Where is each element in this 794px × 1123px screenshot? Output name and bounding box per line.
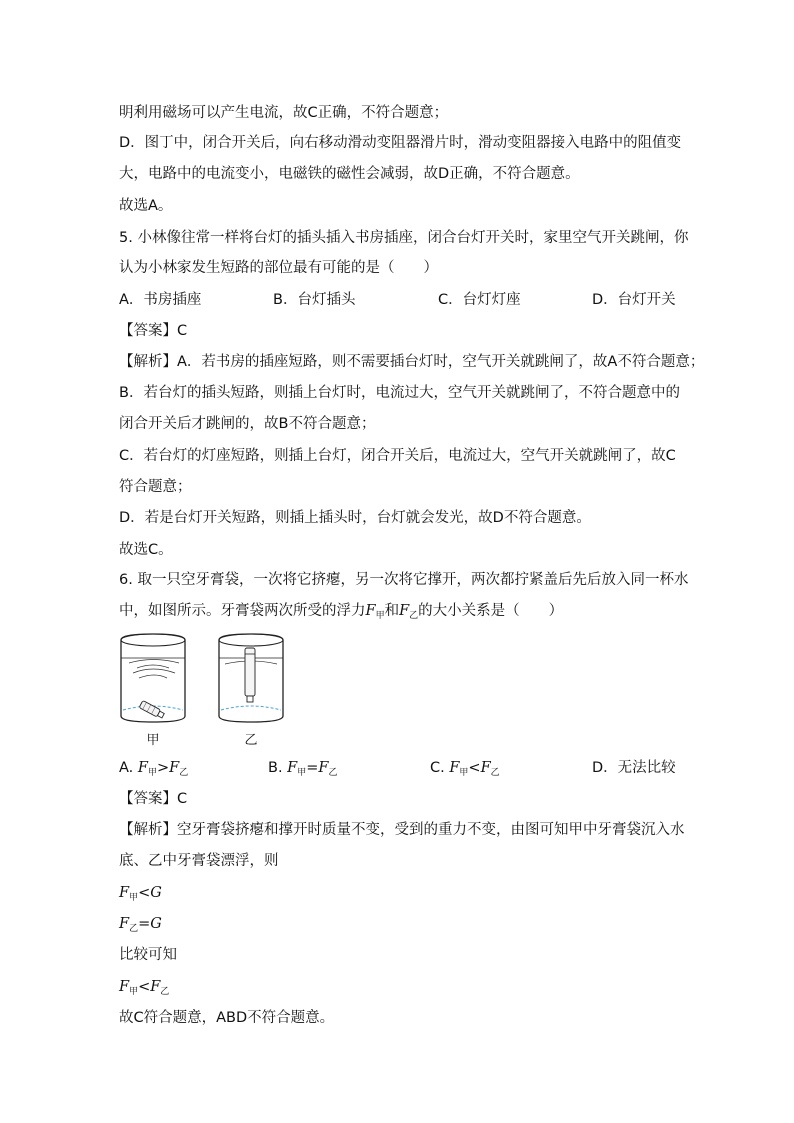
gravity-symbol: G xyxy=(150,885,162,901)
subscript: 乙 xyxy=(409,611,419,621)
operator: > xyxy=(156,760,170,776)
force-symbol: F xyxy=(287,760,298,776)
q6-analysis: 【解析】空牙膏袋挤瘪和撑开时质量不变，受到的重力不变，由图可知甲中牙膏袋沉入水 xyxy=(119,822,685,838)
figure-label-left: 甲 xyxy=(146,733,160,748)
option-letter: A. xyxy=(119,760,134,776)
operator: < xyxy=(138,979,151,995)
text-line: 明利用磁场可以产生电流，故C正确，不符合题意； xyxy=(119,105,449,121)
gravity-symbol: G xyxy=(150,916,162,932)
beaker-right xyxy=(219,634,283,722)
subscript: 乙 xyxy=(490,768,500,778)
text-line: 故选A。 xyxy=(119,198,173,214)
figure-label-right: 乙 xyxy=(244,733,258,748)
q5-analysis: 故选C。 xyxy=(119,542,173,558)
force-symbol: F xyxy=(169,760,180,776)
q5-analysis: 符合题意； xyxy=(119,479,192,495)
question-6-stem: 6. 取一只空牙膏袋，一次将它挤瘪，另一次将它撑开，两次都拧紧盖后先后放入同一杯水 xyxy=(119,572,689,588)
q6-analysis: 底、乙中牙膏袋漂浮，则 xyxy=(119,853,279,869)
force-symbol: F xyxy=(119,885,130,901)
equation-line xyxy=(119,883,162,908)
option-letter: B. xyxy=(268,760,283,776)
text-line: 大，电路中的电流变小，电磁铁的磁性会减弱，故D正确，不符合题意。 xyxy=(119,166,580,182)
subscript: 甲 xyxy=(375,611,385,621)
q5-option-c: C．台灯灯座 xyxy=(438,292,521,308)
subscript: 乙 xyxy=(160,987,170,997)
stem-text: 和 xyxy=(384,603,400,619)
equation-line xyxy=(119,977,169,1002)
q5-analysis: D．若是台灯开关短路，则插上插头时，台灯就会发光，故D不符合题意。 xyxy=(119,510,591,526)
q5-option-a: A．书房插座 xyxy=(119,292,202,308)
stem-text: 的大小关系是（ ） xyxy=(418,603,564,619)
q5-option-d: D．台灯开关 xyxy=(592,292,676,308)
equation-line xyxy=(119,914,162,939)
force-symbol: F xyxy=(119,979,130,995)
force-symbol: F xyxy=(449,760,460,776)
question-6-stem xyxy=(119,601,563,626)
q6-option-a xyxy=(119,758,188,783)
force-symbol: F xyxy=(399,603,410,619)
force-symbol: F xyxy=(365,603,376,619)
force-symbol: F xyxy=(480,760,491,776)
force-symbol: F xyxy=(119,916,130,932)
q5-option-b: B．台灯插头 xyxy=(273,292,356,308)
operator: = xyxy=(138,916,151,932)
subscript: 乙 xyxy=(179,768,189,778)
subscript: 乙 xyxy=(129,924,139,934)
operator: = xyxy=(306,760,319,776)
option-letter: C. xyxy=(430,760,445,776)
subscript: 甲 xyxy=(459,768,469,778)
beaker-left xyxy=(121,634,185,722)
q6-answer: 【答案】C xyxy=(119,791,188,807)
stem-text: 中，如图所示。牙膏袋两次所受的浮力 xyxy=(119,603,366,619)
force-symbol: F xyxy=(318,760,329,776)
subscript: 甲 xyxy=(147,768,157,778)
question-5-stem: 5. 小林像往常一样将台灯的插头插入书房插座，闭合台灯开关时，家里空气开关跳闸，你 xyxy=(119,230,689,246)
operator: < xyxy=(138,885,151,901)
q6-conclusion: 故C符合题意，ABD不符合题意。 xyxy=(119,1010,335,1026)
question-5-stem: 认为小林家发生短路的部位最有可能的是（ ） xyxy=(119,260,438,276)
force-symbol: F xyxy=(137,760,148,776)
operator: < xyxy=(468,760,481,776)
subscript: 甲 xyxy=(129,893,139,903)
q5-analysis: 闭合开关后才跳闸的，故B不符合题意； xyxy=(119,416,376,432)
force-symbol: F xyxy=(150,979,161,995)
text-line: 比较可知 xyxy=(119,947,177,963)
beakers-figure xyxy=(119,632,299,750)
q6-option-c xyxy=(430,758,500,783)
text-line: D．图丁中，闭合开关后，向右移动滑动变阻器滑片时，滑动变阻器接入电路中的阻值变 xyxy=(119,135,682,151)
q5-analysis: 【解析】A．若书房的插座短路，则不需要插台灯时，空气开关就跳闸了，故A不符合题意； xyxy=(119,354,705,370)
subscript: 乙 xyxy=(328,768,338,778)
q5-analysis: B．若台灯的插头短路，则插上台灯时，电流过大，空气开关就跳闸了，不符合题意中的 xyxy=(119,385,680,401)
q6-option-b xyxy=(268,758,337,783)
subscript: 甲 xyxy=(129,987,139,997)
q5-answer: 【答案】C xyxy=(119,323,188,339)
q5-analysis: C．若台灯的灯座短路，则插上台灯，闭合开关后，电流过大，空气开关就跳闸了，故C xyxy=(119,448,676,464)
subscript: 甲 xyxy=(297,768,307,778)
q6-option-d: D．无法比较 xyxy=(592,760,676,776)
